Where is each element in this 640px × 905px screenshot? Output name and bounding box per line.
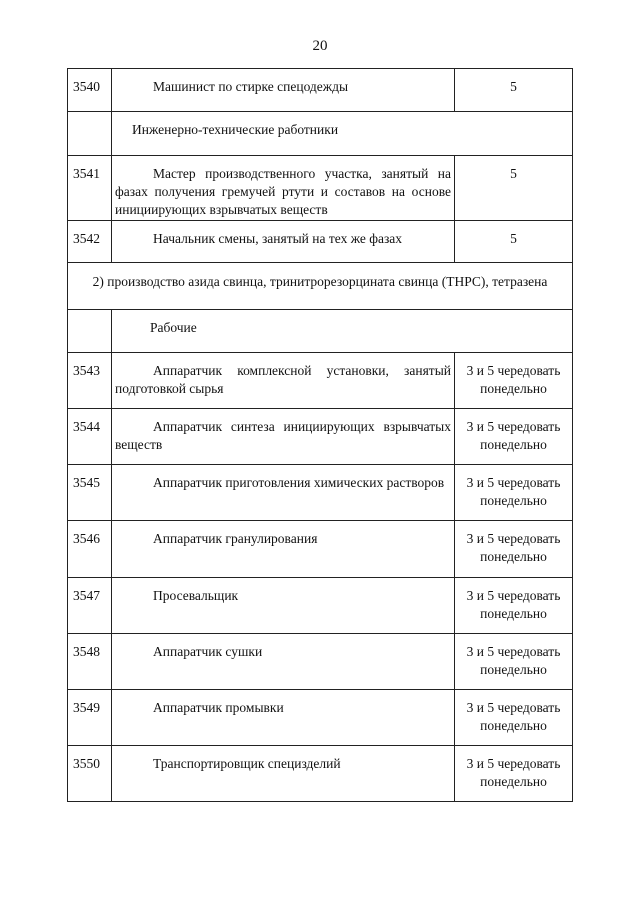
row-number: 3548 bbox=[68, 634, 112, 690]
table-row bbox=[68, 310, 573, 353]
category-heading: Рабочие bbox=[112, 310, 573, 353]
vacation-days: 3 и 5 чередовать понедельно bbox=[455, 746, 573, 802]
table-row bbox=[68, 409, 573, 465]
vacation-days: 3 и 5 чередовать понедельно bbox=[455, 521, 573, 578]
profession-title: Начальник смены, занятый на тех же фазах bbox=[112, 221, 455, 263]
page-number: 20 bbox=[312, 38, 328, 54]
vacation-days: 5 bbox=[455, 221, 573, 263]
profession-title: Аппаратчик гранулирования bbox=[112, 521, 455, 578]
profession-title: Транспортировщик специзделий bbox=[112, 746, 455, 802]
table-row bbox=[68, 634, 573, 690]
table-row bbox=[68, 521, 573, 578]
table-row bbox=[68, 578, 573, 634]
row-number: 3546 bbox=[68, 521, 112, 578]
table-row bbox=[68, 112, 573, 156]
row-number: 3540 bbox=[68, 69, 112, 112]
row-number: 3545 bbox=[68, 465, 112, 521]
table-row bbox=[68, 690, 573, 746]
section-heading: 2) производство азида свинца, тринитрорезорцината свинца (ТНРС), тетразена bbox=[68, 263, 573, 310]
row-number: 3542 bbox=[68, 221, 112, 263]
profession-title: Мастер производственного участка, занятый на фазах получения гремучей ртути и составов на основе инициирующих взрывчатых веществ bbox=[112, 156, 455, 221]
row-number: 3541 bbox=[68, 156, 112, 221]
vacation-days: 3 и 5 чередовать понедельно bbox=[455, 634, 573, 690]
category-heading: Инженерно-технические работники bbox=[112, 112, 573, 156]
vacation-days: 3 и 5 чередовать понедельно bbox=[455, 690, 573, 746]
profession-title: Просевальщик bbox=[112, 578, 455, 634]
vacation-days: 3 и 5 чередовать понедельно bbox=[455, 578, 573, 634]
empty-cell bbox=[68, 310, 112, 353]
table-row bbox=[68, 465, 573, 521]
table-row bbox=[68, 353, 573, 409]
profession-title: Аппаратчик промывки bbox=[112, 690, 455, 746]
profession-title: Аппаратчик приготовления химических растворов bbox=[112, 465, 455, 521]
row-number: 3543 bbox=[68, 353, 112, 409]
row-number: 3544 bbox=[68, 409, 112, 465]
row-number: 3547 bbox=[68, 578, 112, 634]
table-row bbox=[68, 221, 573, 263]
vacation-days: 5 bbox=[455, 156, 573, 221]
profession-title: Аппаратчик сушки bbox=[112, 634, 455, 690]
row-number: 3550 bbox=[68, 746, 112, 802]
table-row bbox=[68, 69, 573, 112]
profession-table bbox=[67, 68, 573, 802]
table-row bbox=[68, 156, 573, 221]
vacation-days: 3 и 5 чередовать понедельно bbox=[455, 465, 573, 521]
vacation-days: 5 bbox=[455, 69, 573, 112]
profession-title: Аппаратчик синтеза инициирующих взрывчатых веществ bbox=[112, 409, 455, 465]
table-row bbox=[68, 263, 573, 310]
table-row bbox=[68, 746, 573, 802]
profession-title: Машинист по стирке спецодежды bbox=[112, 69, 455, 112]
empty-cell bbox=[68, 112, 112, 156]
profession-title: Аппаратчик комплексной установки, занятый подготовкой сырья bbox=[112, 353, 455, 409]
vacation-days: 3 и 5 чередовать понедельно bbox=[455, 409, 573, 465]
vacation-days: 3 и 5 чередовать понедельно bbox=[455, 353, 573, 409]
row-number: 3549 bbox=[68, 690, 112, 746]
